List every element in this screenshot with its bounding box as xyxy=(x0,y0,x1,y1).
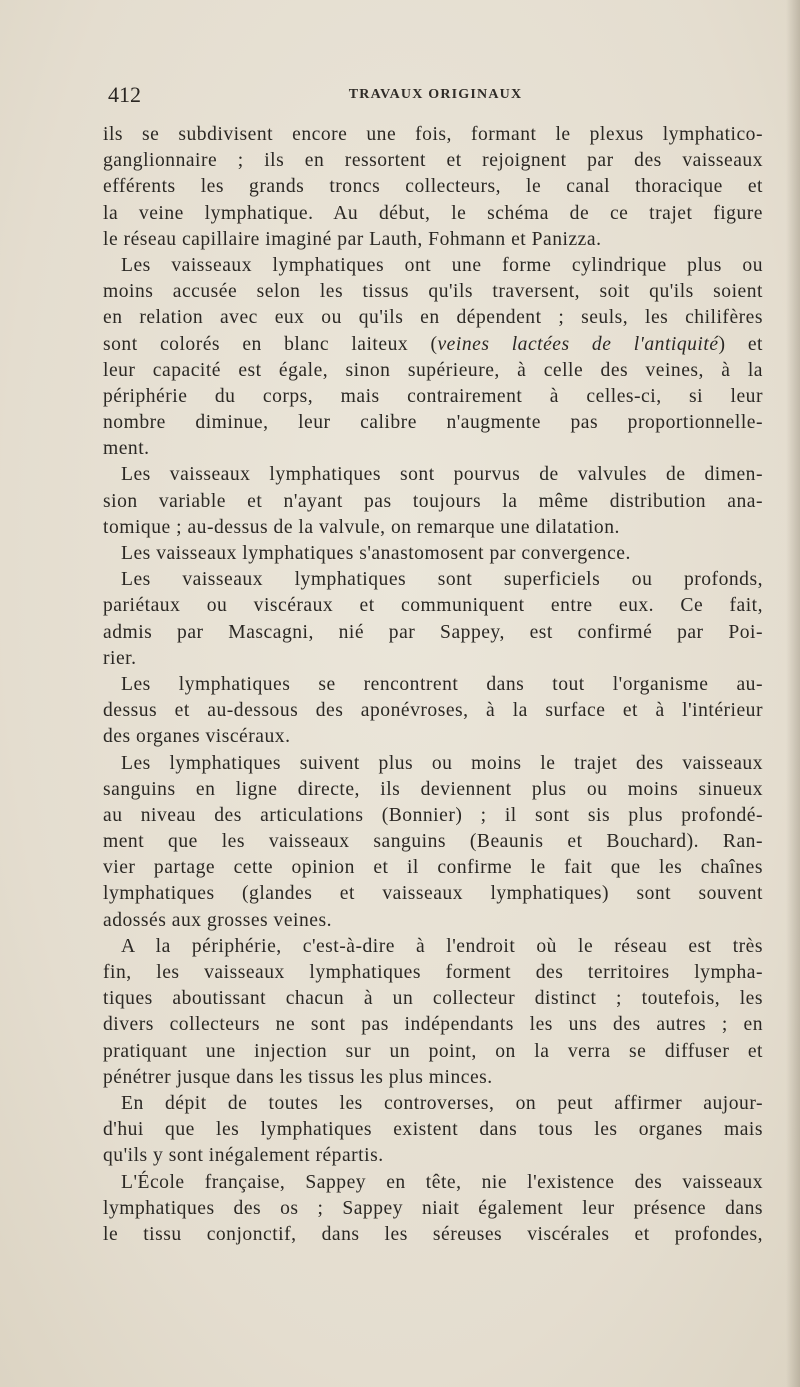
text-line: sanguins en ligne directe, ils deviennent plus ou moins sinueux xyxy=(103,778,763,800)
text-line: lymphatiques des os ; Sappey niait également leur présence dans xyxy=(103,1197,763,1219)
text-line: d'hui que les lymphatiques existent dans tous les organes mais xyxy=(103,1119,763,1141)
text-line: adossés aux grosses veines. xyxy=(103,909,332,931)
page-header xyxy=(108,82,763,112)
page-edge-shadow xyxy=(786,0,800,1387)
text-line: des organes viscéraux. xyxy=(103,726,291,748)
text-line-mixed xyxy=(103,332,763,358)
text-segment: ) et xyxy=(718,333,763,355)
text-line: rier. xyxy=(103,647,137,669)
text-line: tiques aboutissant chacun à un collecteur distinct ; toutefois, les xyxy=(103,988,763,1010)
text-line: le tissu conjonctif, dans les séreuses viscérales et profondes, xyxy=(103,1223,763,1245)
text-line: sion variable et n'ayant pas toujours la même distribution ana- xyxy=(103,490,763,512)
text-line: leur capacité est égale, sinon supérieure, à celle des veines, à la xyxy=(103,359,763,381)
text-line: pratiquant une injection sur un point, on la verra se diffuser et xyxy=(103,1040,763,1062)
text-line: A la périphérie, c'est-à-dire à l'endroit où le réseau est très xyxy=(121,935,763,957)
text-line: vier partage cette opinion et il confirme le fait que les chaînes xyxy=(103,857,763,879)
text-line: efférents les grands troncs collecteurs, le canal thoracique et xyxy=(103,176,763,198)
text-line: tomique ; au-dessus de la valvule, on remarque une dilatation. xyxy=(103,516,620,538)
text-line: Les vaisseaux lymphatiques ont une forme cylindrique plus ou xyxy=(121,254,763,276)
text-line: L'École française, Sappey en tête, nie l'existence des vaisseaux xyxy=(121,1171,763,1193)
running-head: TRAVAUX ORIGINAUX xyxy=(348,87,523,102)
text-line: ils se subdivisent encore une fois, formant le plexus lymphatico- xyxy=(103,124,763,145)
text-line: pénétrer jusque dans les tissus les plus minces. xyxy=(103,1066,493,1088)
text-line: Les vaisseaux lymphatiques sont superficiels ou profonds, xyxy=(121,569,763,591)
text-line: Les lymphatiques suivent plus ou moins le trajet des vaisseaux xyxy=(121,752,763,774)
text-line: qu'ils y sont inégalement répartis. xyxy=(103,1145,384,1167)
text-line: moins accusée selon les tissus qu'ils traversent, soit qu'ils soient xyxy=(103,281,763,303)
body-text xyxy=(103,122,763,1248)
text-line: en relation avec eux ou qu'ils en dépendent ; seuls, les chilifères xyxy=(103,307,763,329)
text-line: ganglionnaire ; ils en ressortent et rejoignent par des vaisseaux xyxy=(103,150,763,172)
text-line: Les lymphatiques se rencontrent dans tout l'organisme au- xyxy=(121,673,763,695)
text-segment: sont colorés en blanc laiteux ( xyxy=(103,333,438,355)
text-line: périphérie du corps, mais contrairement à celles-ci, si leur xyxy=(103,385,763,407)
text-line: admis par Mascagni, nié par Sappey, est confirmé par Poi- xyxy=(103,621,763,643)
text-line: divers collecteurs ne sont pas indépendants les uns des autres ; en xyxy=(103,1014,763,1036)
text-line: lymphatiques (glandes et vaisseaux lymphatiques) sont souvent xyxy=(103,883,763,905)
text-line: nombre diminue, leur calibre n'augmente pas proportionnelle- xyxy=(103,412,763,434)
text-line: ment que les vaisseaux sanguins (Beaunis et Bouchard). Ran- xyxy=(103,831,763,853)
italic-phrase: veines lactées de l'antiquité xyxy=(437,333,719,355)
text-line: ment. xyxy=(103,438,150,460)
text-line: le réseau capillaire imaginé par Lauth, Fohmann et Panizza. xyxy=(103,228,602,250)
text-line: En dépit de toutes les controverses, on peut affirmer aujour- xyxy=(121,1092,763,1114)
text-line: dessus et au-dessous des aponévroses, à la surface et à l'intérieur xyxy=(103,700,763,722)
text-line: Les vaisseaux lymphatiques sont pourvus de valvules de dimen- xyxy=(121,464,763,486)
text-line: fin, les vaisseaux lymphatiques forment des territoires lympha- xyxy=(103,962,763,983)
text-line: au niveau des articulations (Bonnier) ; il sont sis plus profondé- xyxy=(103,804,763,826)
text-line: Les vaisseaux lymphatiques s'anastomosent par convergence. xyxy=(121,543,631,564)
text-line: pariétaux ou viscéraux et communiquent entre eux. Ce fait, xyxy=(103,595,763,617)
text-line: la veine lymphatique. Au début, le schéma de ce trajet figure xyxy=(103,202,763,224)
page-number: 412 xyxy=(108,82,141,107)
